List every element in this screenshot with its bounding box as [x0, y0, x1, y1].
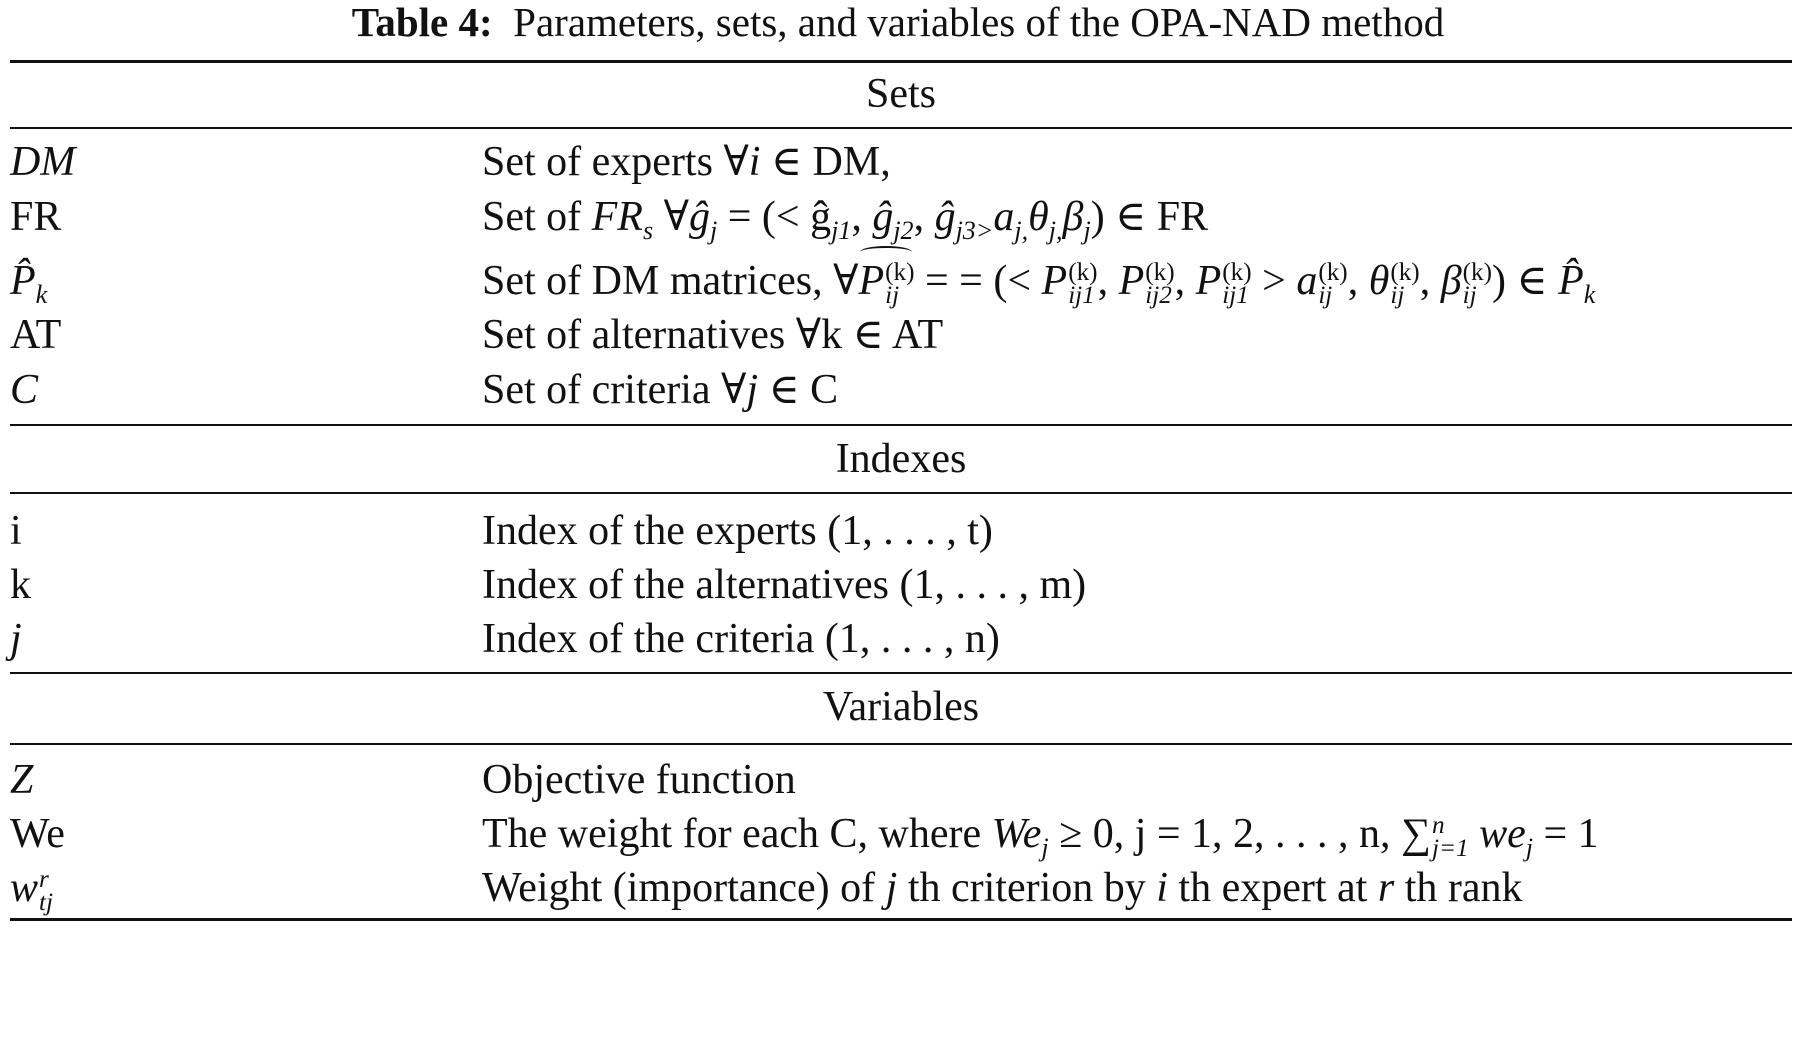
- desc-pk: Set of DM matrices, ∀P (k) ij = = (< P (k) ij1 , P (k) ij2 , P (k) ij1 > a (k) ij , θ (k) ij , β (k) ij ) ∈ $P̂_k$: [482, 252, 1595, 324]
- symbol-we: We: [10, 811, 65, 857]
- row-c: [10, 361, 1792, 419]
- desc-z: Objective function: [482, 757, 796, 803]
- row-dm: [10, 133, 1792, 191]
- section-indexes: Indexes: [835, 436, 967, 482]
- symbol-pk: $P̂_k$: [10, 258, 48, 310]
- indexes-top-rule: [10, 424, 1792, 426]
- symbol-z: Z: [10, 757, 34, 803]
- row-i: [10, 502, 1792, 560]
- row-we: [10, 805, 1792, 863]
- top-rule: [10, 60, 1792, 63]
- desc-dm: Set of experts ∀i ∈ DM,: [482, 139, 891, 185]
- indexes-rule: [10, 492, 1792, 494]
- section-sets: Sets: [865, 71, 936, 117]
- desc-j: Index of the criteria (1, . . . , n): [482, 616, 1000, 662]
- symbol-j: j: [10, 616, 22, 662]
- table-caption-label: Table 4:: [351, 0, 493, 45]
- symbol-fr: FR: [10, 194, 62, 240]
- variables-top-rule: [10, 672, 1792, 674]
- row-w: [10, 859, 1792, 917]
- bottom-rule: [10, 918, 1792, 921]
- desc-fr: Set of $FR_s$ $\forall ĝ_j$ = (< $ĝ_{j1}$, $ĝ_{j2}$, $ĝ_{j3>}a_{j,}\theta_{j,}\beta_j$) ∈ FR: [482, 194, 1209, 246]
- desc-i: Index of the experts (1, . . . , t): [482, 508, 993, 554]
- symbol-i: i: [10, 508, 22, 554]
- row-z: [10, 751, 1792, 809]
- symbol-at: AT: [10, 312, 62, 358]
- symbol-k: k: [10, 562, 31, 608]
- desc-we: The weight for each C, where $We_j \ge 0$, j = 1, 2, . . . , n, ∑ n j=1 $we_j = 1$: [482, 811, 1599, 863]
- symbol-dm: DM: [10, 139, 76, 185]
- desc-w: Weight (importance) of j th criterion by i th expert at r th rank: [482, 865, 1523, 911]
- row-at: [10, 306, 1792, 364]
- symbol-c: C: [10, 367, 39, 413]
- section-variables: Variables: [822, 684, 980, 730]
- table-caption-text: Parameters, sets, and variables of the OPA-NAD method: [513, 0, 1445, 45]
- row-fr: [10, 188, 1792, 246]
- desc-at: Set of alternatives ∀k ∈ AT: [482, 312, 944, 358]
- row-j: [10, 610, 1792, 668]
- row-k: [10, 556, 1792, 614]
- variables-rule: [10, 743, 1792, 745]
- row-pk: [10, 252, 1792, 310]
- desc-c: Set of criteria ∀j ∈ C: [482, 367, 839, 413]
- sets-rule: [10, 127, 1792, 129]
- desc-k: Index of the alternatives (1, . . . , m): [482, 562, 1087, 608]
- table-caption: [0, 0, 1796, 56]
- symbol-w: w r tj: [10, 865, 54, 916]
